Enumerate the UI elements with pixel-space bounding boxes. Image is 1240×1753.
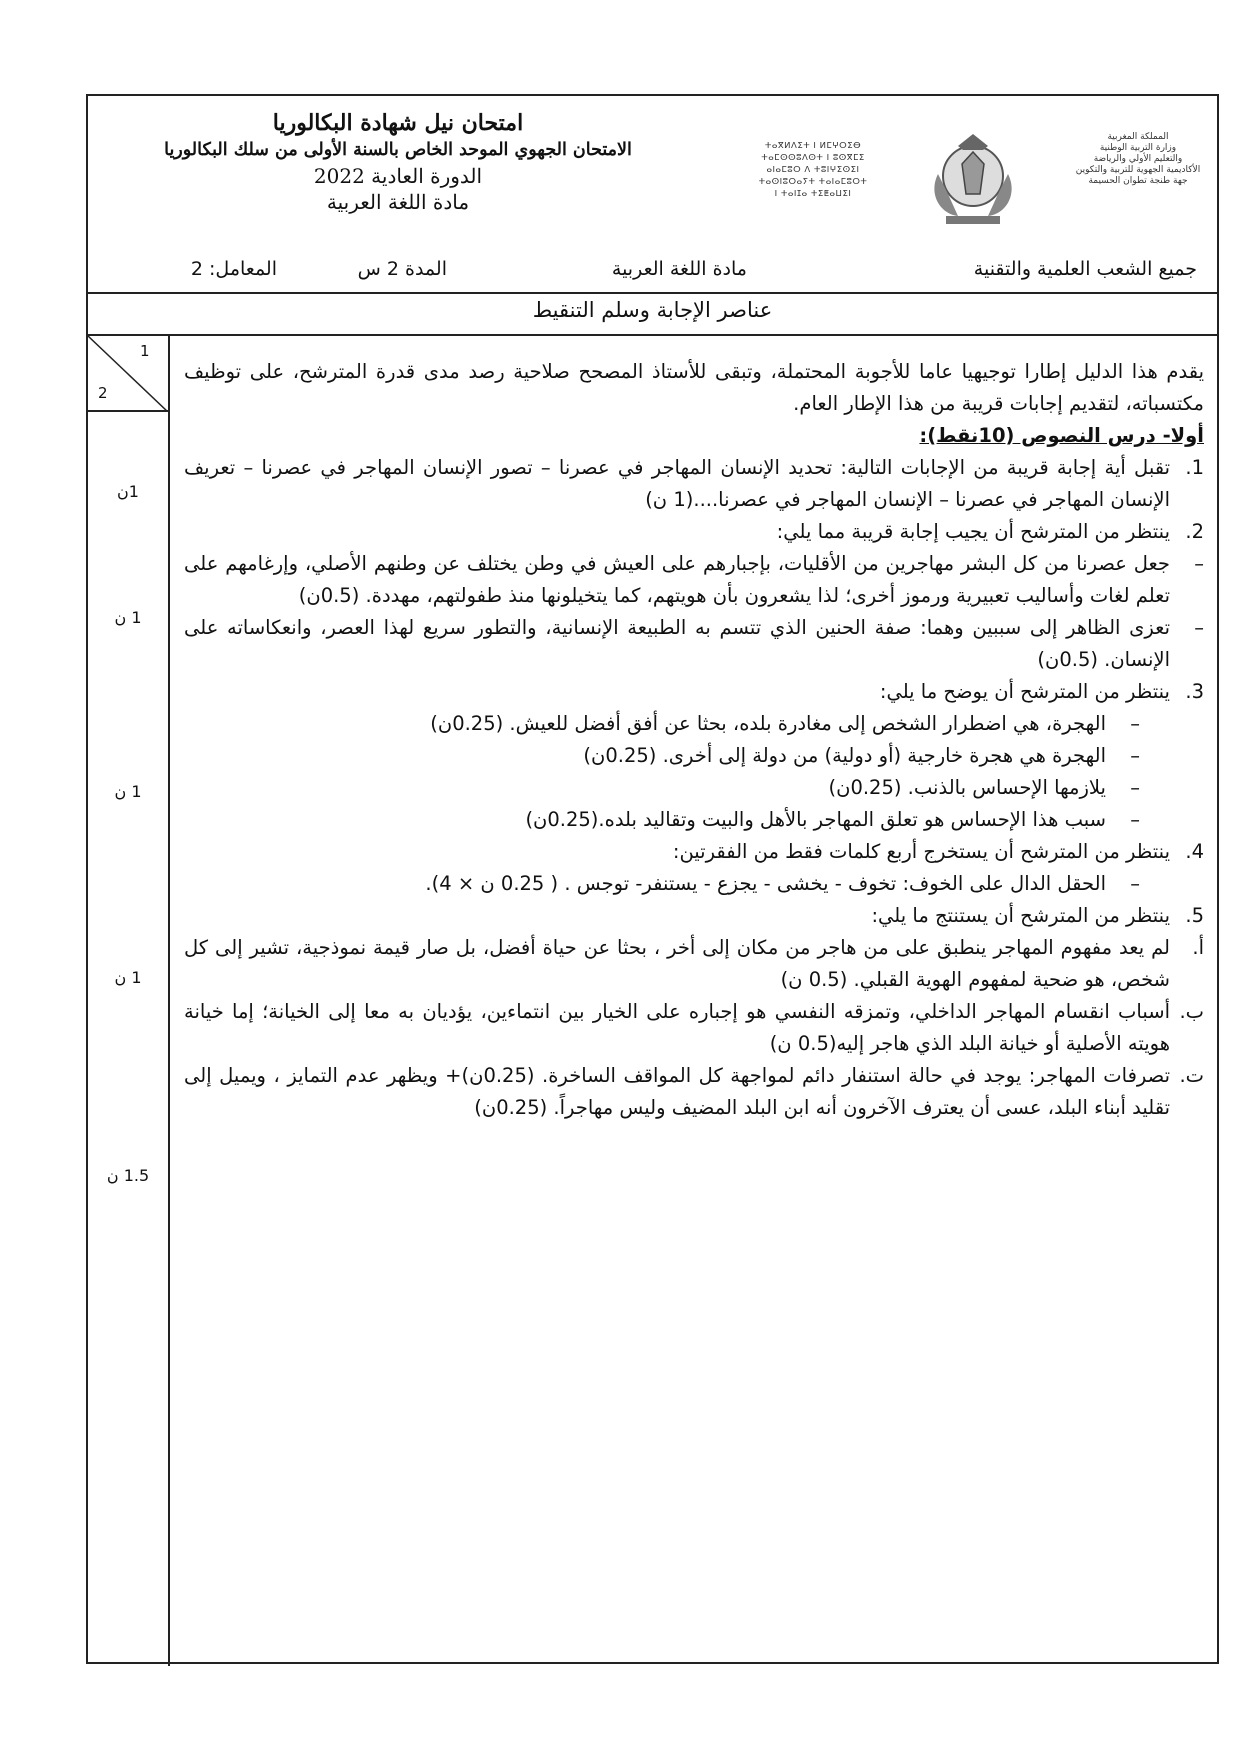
coat-of-arms-icon [918,124,1028,234]
score-q3: 1 ن [114,782,142,801]
question-number: 1. [1185,456,1204,479]
exam-titles [118,110,678,214]
dash-marker: – [1130,744,1140,767]
exam-subject: مادة اللغة العربية [326,190,470,214]
bullet-item [184,804,1204,836]
question-3 [184,676,1204,708]
question-number: 3. [1185,680,1204,703]
bullet-item [184,868,1204,900]
score-column [88,336,170,1666]
bullet-text: الحقل الدال على الخوف: تخوف - يخشى - يجزع - يستنفر- توجس . ( 0.25 ن × 4). [425,872,1106,895]
exam-title: امتحان نيل شهادة البكالوريا [272,110,524,136]
bullet-item [184,740,1204,772]
score-q2: 1 ن [114,608,142,627]
exam-session: الدورة العادية 2022 [313,164,483,188]
sub-item-text: تصرفات المهاجر: يوجد في حالة استنفار دائم لمواجهة كل المواقف الساخرة. (0.25ن)+ ويظهر عدم التمايز ، ويميل إلى تقليد أبناء البلد، عسى أن يعترف الآخرون أنه ابن البلد المضيف وليس مهاجراً. (0.25ن) [184,1064,1171,1119]
sub-item-c [184,1060,1204,1124]
page-frame [86,94,1219,1664]
question-number: 4. [1185,840,1204,863]
subtitle-divider [88,334,1217,336]
duration-label: المدة 2 س [357,258,447,280]
bullet-item [184,772,1204,804]
bullet-text: تعزى الظاهر إلى سببين وهما: صفة الحنين الذي تتسم به الطبيعة الإنسانية، والتطور سريع لهذا العصر، وانعكاساته على الإنسان. (0.5ن) [184,616,1170,671]
bullet-text: جعل عصرنا من كل البشر مهاجرين من الأقليات، بإجبارهم على العيش في وطن يختلف عن وطنهم الأصلي، وإرغامهم على تعلم لغات وأساليب تعبيرية ورموز أخرى؛ لذا يشعرون بأن هويتهم، كما يتخيلونها منذ طفولتهم، مهددة. (0.5ن) [184,552,1170,607]
question-text: ينتظر من المترشح أن يجيب إجابة قريبة مما يلي: [776,520,1170,543]
question-number: 2. [1185,520,1204,543]
page-current: 1 [140,342,150,360]
tifinagh-logo-text: ⵜⴰⴳⵍⴷⵉⵜ ⵏ ⵍⵎⵖⵔⵉⴱ ⵜⴰⵎⵙⵙⵓⴷⵙⵜ ⵏ ⵓⵙⴳⵎⵉ ⴰⵏⴰⵎⵓⵔ ⴷ ⵜⵓⵏⵖⵉⵙⵉⵏ ⵜⴰⵙⵏⵓⵔⴰⵢⵜ ⵜⴰⵏⴰⵎⵓⵔⵜ ⵏ ⵜⴰⵏⵊⴰ ⵜⵉⵟⴰⵡⵉⵏ [758,141,868,199]
sub-item-label: ت. [1179,1064,1204,1087]
question-number: 5. [1185,904,1204,927]
bullet-text: يلازمها الإحساس بالذنب. (0.25ن) [828,776,1106,799]
exam-info-row [88,254,1217,292]
header-divider [88,292,1217,294]
intro-paragraph: يقدم هذا الدليل إطارا توجيهيا عاما للأجوبة المحتملة، وتبقى للأستاذ المصحح صلاحية رصد مدى قدرة المترشح، على توظيف مكتسباته، لتقديم إجابات قريبة من هذا الإطار العام. [184,360,1204,415]
sub-item-label: أ. [1192,936,1204,959]
section-title: أولا- درس النصوص (10نقط): [919,424,1204,447]
page-subtitle: عناصر الإجابة وسلم التنقيط [532,298,773,322]
question-text: ينتظر من المترشح أن يستخرج أربع كلمات فقط من الفقرتين: [672,840,1170,863]
exam-header [88,96,1217,292]
bullet-text: الهجرة، هي اضطرار الشخص إلى مغادرة بلده، بحثا عن أفق أفضل للعيش. (0.25ن) [430,712,1106,735]
score-q4: 1 ن [114,968,142,987]
streams-label: جميع الشعب العلمية والتقنية [973,258,1197,280]
bullet-text: سبب هذا الإحساس هو تعلق المهاجر بالأهل والبيت وتقاليد بلده.(0.25ن) [525,808,1106,831]
sub-item-a [184,932,1204,996]
question-text: ينتظر من المترشح أن يوضح ما يلي: [879,680,1170,703]
question-5 [184,900,1204,932]
question-text: تقبل أية إجابة قريبة من الإجابات التالية: تحديد الإنسان المهاجر في عصرنا – تصور الإنسان المهاجر في عصرنا – تعريف الإنسان المهاجر في عصرنا – الإنسان المهاجر في عصرنا....(1 ن) [184,456,1170,511]
question-text: ينتظر من المترشح أن يستنتج ما يلي: [871,904,1170,927]
subject-label: مادة اللغة العربية [611,258,747,280]
question-4 [184,836,1204,868]
bullet-item [184,708,1204,740]
dash-marker: – [1194,552,1204,575]
sub-item-b [184,996,1204,1060]
question-1 [184,452,1204,516]
score-q5: 1.5 ن [106,1166,150,1185]
ministry-logo-text: المملكة المغربية وزارة التربية الوطنية والتعليم الأولي والرياضة الأكاديمية الجهوية للتربية والتكوين جهة طنجة تطوان الحسيمة [1075,132,1201,186]
dash-marker: – [1194,616,1204,639]
dash-marker: – [1130,872,1140,895]
bullet-text: الهجرة هي هجرة خارجية (أو دولية) من دولة إلى أخرى. (0.25ن) [583,744,1106,767]
page-number-box [88,336,168,412]
exam-subtitle: الامتحان الجهوي الموحد الخاص بالسنة الأولى من سلك البكالوريا [164,140,632,160]
dash-marker: – [1130,712,1140,735]
bullet-item [184,548,1204,612]
page-total: 2 [98,384,108,402]
question-2 [184,516,1204,548]
dash-marker: – [1130,808,1140,831]
score-q1: 1ن [117,482,139,501]
sub-item-text: لم يعد مفهوم المهاجر ينطبق على من هاجر من مكان إلى أخر ، بحثا عن حياة أفضل، بل صار قيمة نموذجية، تشير إلى كل شخص، هو ضحية لمفهوم الهوية القبلي. (0.5 ن) [184,936,1170,991]
answer-content [184,356,1204,1124]
sub-item-label: ب. [1179,1000,1204,1023]
sub-item-text: أسباب انقسام المهاجر الداخلي، وتمزقه النفسي هو إجباره على الخيار بين انتماءين، يؤديان به معا إلى الخيانة؛ إما خيانة هويته الأصلية أو خيانة البلد الذي هاجر إليه(0.5 ن) [184,1000,1170,1055]
dash-marker: – [1130,776,1140,799]
bullet-item [184,612,1204,676]
coefficient-label: المعامل: 2 [190,258,277,280]
